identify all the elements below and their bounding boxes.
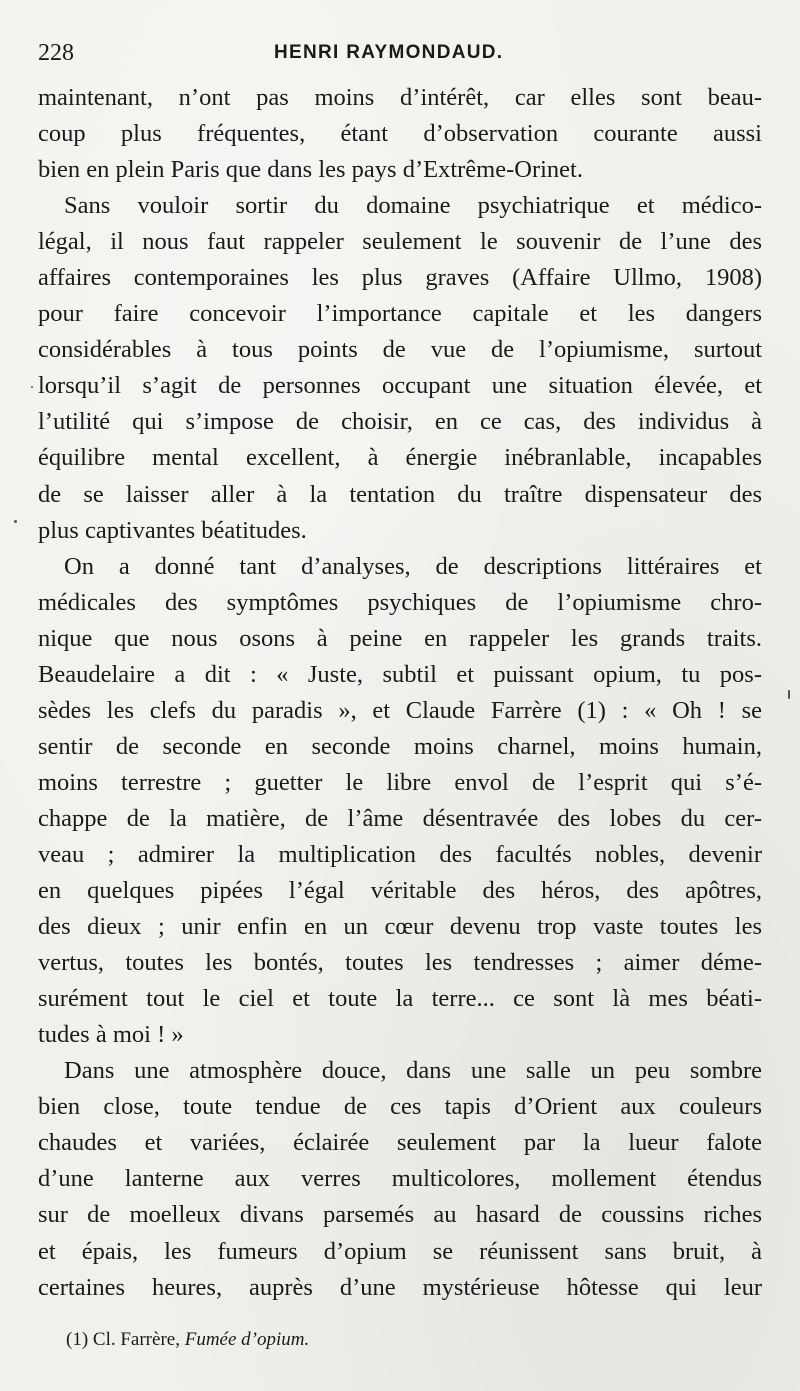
paragraph [38, 549, 762, 1054]
text-line: Beaudelaire a dit : « Juste, subtil et puissant opium, tu pos- [38, 660, 762, 688]
text-line: Sans vouloir sortir du domaine psychiatrique et médico- [64, 192, 762, 220]
body-text [38, 80, 762, 1306]
text-line: sur de moelleux divans parsemés au hasard de coussins riches [38, 1201, 762, 1229]
text-line: pour faire concevoir l’importance capitale et les dangers [38, 300, 762, 328]
paragraph [38, 188, 762, 548]
text-line: Dans une atmosphère douce, dans une salle un peu sombre [64, 1057, 762, 1085]
text-line: veau ; admirer la multiplication des facultés nobles, devenir [38, 840, 762, 868]
text-line: affaires contemporaines les plus graves (Affaire Ullmo, 1908) [38, 264, 762, 292]
text-line: plus captivantes béatitudes. [38, 516, 307, 544]
text-line: On a donné tant d’analyses, de descriptions littéraires et [64, 552, 762, 580]
text-line: d’une lanterne aux verres multicolores, mollement étendus [38, 1165, 762, 1193]
paragraph [38, 1053, 762, 1305]
page-header [38, 30, 758, 74]
paragraph [38, 80, 762, 188]
text-line: surément tout le ciel et toute la terre... ce sont là mes béati- [38, 985, 762, 1013]
text-line: tudes à moi ! » [38, 1021, 184, 1049]
text-line: des dieux ; unir enfin en un cœur devenu trop vaste toutes les [38, 913, 762, 941]
text-line: moins terrestre ; guetter le libre envol de l’esprit qui s’é- [38, 768, 762, 796]
text-line: considérables à tous points de vue de l’opiumisme, surtout [38, 336, 762, 364]
text-line: maintenant, n’ont pas moins d’intérêt, car elles sont beau- [38, 84, 762, 111]
text-line: sentir de seconde en seconde moins charnel, moins humain, [38, 732, 762, 760]
text-line: chaudes et variées, éclairée seulement par la lueur falote [38, 1129, 762, 1157]
text-line: légal, il nous faut rappeler seulement le souvenir de l’une des [38, 228, 762, 256]
text-line: équilibre mental excellent, à énergie inébranlable, incapables [38, 444, 762, 472]
page-number: 228 [38, 40, 74, 66]
text-line: sèdes les clefs du paradis », et Claude Farrère (1) : « Oh ! se [38, 696, 762, 724]
text-line: l’utilité qui s’impose de choisir, en ce cas, des individus à [38, 408, 762, 436]
text-line: et épais, les fumeurs d’opium se réunissent sans bruit, à [38, 1237, 762, 1265]
footnote-title: Fumée d’opium. [184, 1329, 310, 1350]
text-line: médicales des symptômes psychiques de l’opiumisme chro- [38, 588, 762, 616]
text-line: vertus, toutes les bontés, toutes les tendresses ; aimer déme- [38, 949, 762, 977]
text-line: nique que nous osons à peine en rappeler les grands traits. [38, 624, 762, 652]
text-line: de se laisser aller à la tentation du traître dispensateur des [38, 480, 762, 508]
footnote [66, 1329, 309, 1351]
text-line: bien en plein Paris que dans les pays d’Extrême-Orinet. [38, 156, 583, 184]
text-line: en quelques pipées l’égal véritable des héros, des apôtres, [38, 877, 762, 905]
text-line: bien close, toute tendue de ces tapis d’Orient aux couleurs [38, 1093, 762, 1121]
text-line: lorsqu’il s’agit de personnes occupant une situation élevée, et [38, 372, 762, 400]
running-head: HENRI RAYMONDAUD. [274, 42, 504, 63]
text-line: chappe de la matière, de l’âme désentravée des lobes du cer- [38, 804, 762, 832]
text-line: certaines heures, auprès d’une mystérieuse hôtesse qui leur [38, 1273, 762, 1301]
text-line: coup plus fréquentes, étant d’observation courante aussi [38, 120, 762, 148]
footnote-marker: (1) Cl. Farrère, [66, 1329, 180, 1350]
